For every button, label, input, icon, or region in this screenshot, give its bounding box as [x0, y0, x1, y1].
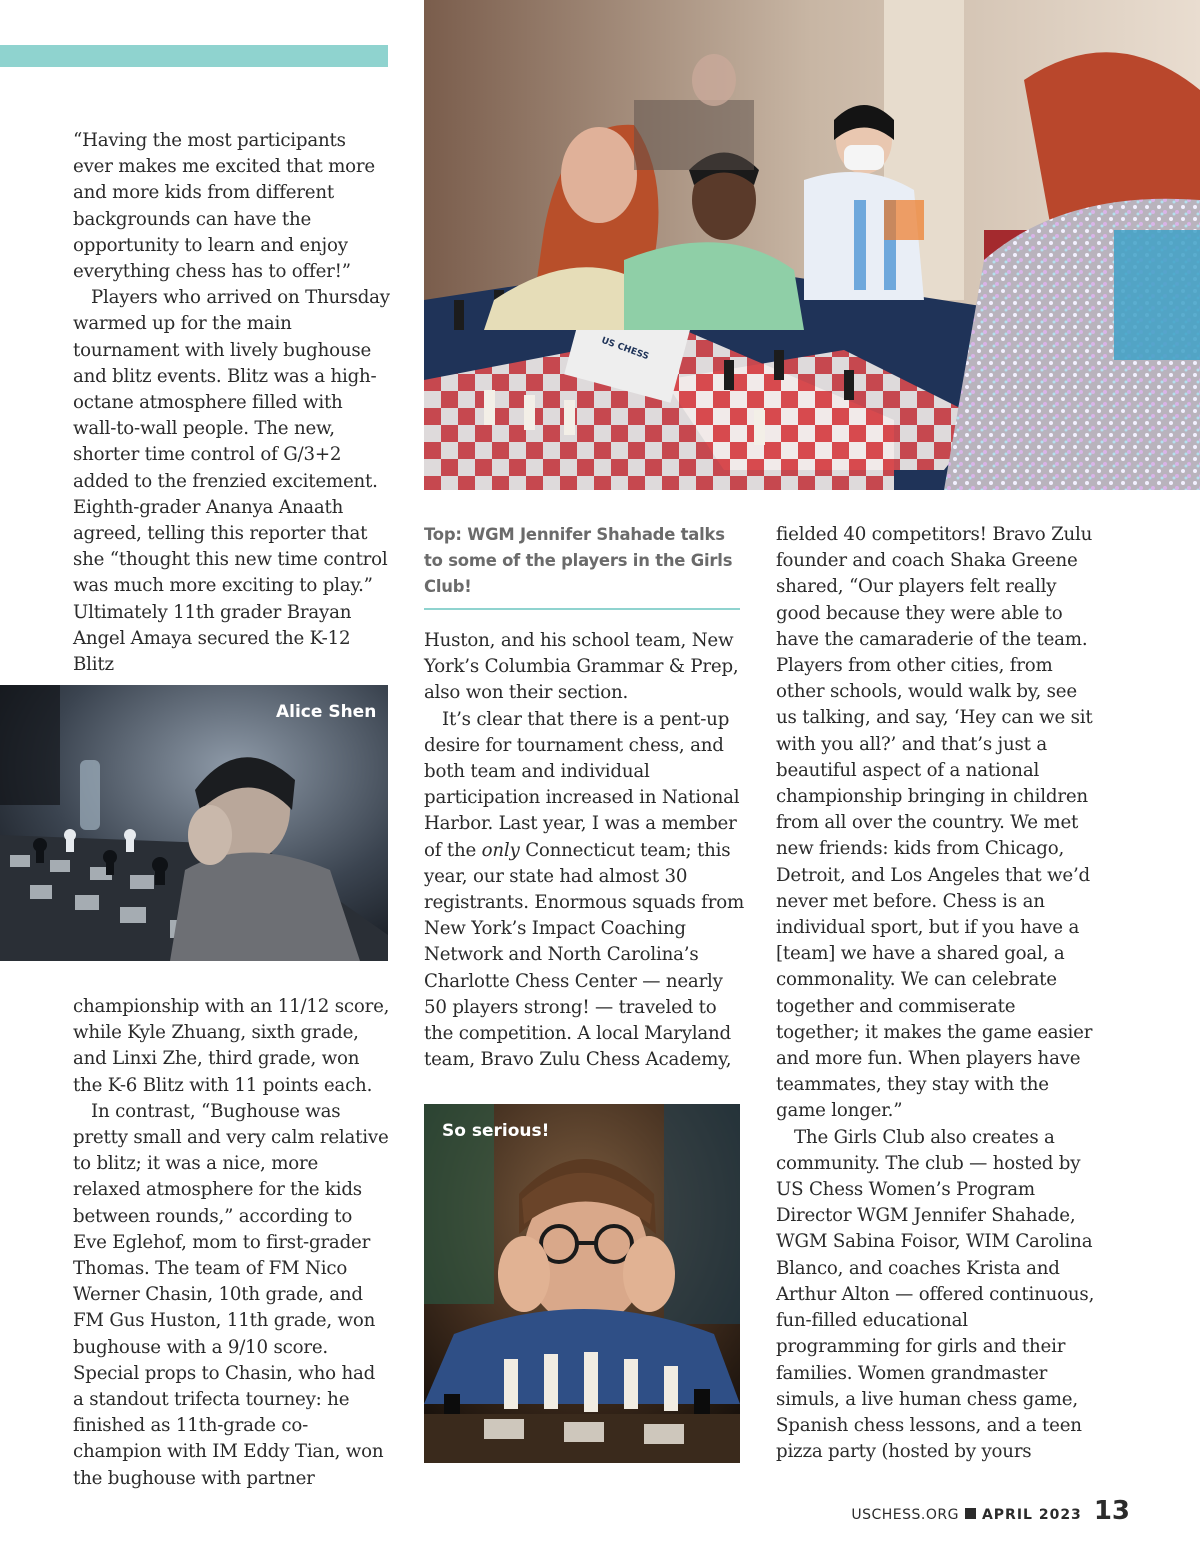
paragraph: “Having the most participants ever makes me excited that more and more kids from different backgrounds can have the opportunity to learn and enjoy everything chess has to offer!” [73, 130, 375, 283]
paragraph: Players who arrived on Thursday warmed up for the main tournament with lively bughouse and blitz events. Blitz was a high-octane atmosphere filled with wall-to-wall people. The new, shorter time control of G/3+2 added to the frenzied excitement. Eighth-grader Ananya Anaath agreed, telling this reporter that she “thought this new time control was much more exciting to play.” Ultimately 11th grader Brayan Angel Amaya secured the K-12 Blitz [73, 287, 390, 676]
photo-credit: So serious! [442, 1121, 550, 1141]
text-span: It’s clear that there is a pent-up desire for tournament chess, and both team and individual participation increased in National Harbor. Last year, I was a member of the [424, 708, 740, 861]
column-1-top [73, 128, 391, 678]
sign-text: US CHESS [599, 335, 650, 363]
photo-girls-club [424, 0, 1200, 490]
footer-site: USCHESS.ORG [851, 1507, 959, 1523]
paragraph: fielded 40 competitors! Bravo Zulu founder and coach Shaka Greene shared, “Our players felt really good because they were able to have the camaraderie of the team. Players from other cities, from other schools, would walk by, see us talking, and say, ‘Hey can we sit with you all?’ and that’s just a beautiful aspect of a national championship bringing in children from all over the country. We met new friends: kids from Chicago, Detroit, and Los Angeles that we’d never met before. Chess is an individual sport, but if you have a [team] we have a shared goal, a commonality. We can celebrate together and commiserate together; it makes the game easier and more fun. When players have teammates, they stay with the game longer.” [776, 524, 1093, 1122]
page-footer [851, 1496, 1130, 1526]
square-icon [965, 1508, 976, 1519]
paragraph: championship with an 11/12 score, while Kyle Zhuang, sixth grade, and Linxi Zhe, third grade, won the K-6 Blitz with 11 points each. [73, 996, 390, 1096]
paragraph: Huston, and his school team, New York’s Columbia Grammar & Prep, also won their section. [424, 630, 739, 704]
paragraph: In contrast, “Bughouse was pretty small and very calm relative to blitz; it was a nice, more relaxed atmosphere for the kids between rounds,” according to Eve Eglehof, mom to first-grader Thomas. The team of FM Nico Werner Chasin, 10th grade, and FM Gus Huston, 11th grade, won bughouse with a 9/10 score. Special props to Chasin, who had a standout trifecta tourney: he finished as 11th-grade co-champion with IM Eddy Tian, won the bughouse with partner [73, 1100, 389, 1489]
footer-date: APRIL 2023 [981, 1507, 1082, 1523]
paragraph: The Girls Club also creates a community. The club — hosted by US Chess Women’s Program Director WGM Jennifer Shahade, WGM Sabina Foisor, WIM Carolina Blanco, and coaches Krista and Arthur Alton — offered continuous, fun-filled educational programming for girls and their families. Women grandmaster simuls, a live human chess game, Spanish chess lessons, and a teen pizza party (hosted by yours [776, 1126, 1095, 1463]
photo-caption: Top: WGM Jennifer Shahade talks to some of the players in the Girls Club! [424, 522, 740, 610]
accent-bar [0, 45, 388, 67]
photo-credit: Alice Shen [276, 702, 377, 722]
text-span: Connecticut team; this year, our state had almost 30 registrants. Enormous squads from New York’s Impact Coaching Network and North Carolina’s Charlotte Chess Center — nearly 50 players strong! — traveled to the competition. A local Maryland team, Bravo Zulu Chess Academy, [424, 839, 744, 1071]
emphasis: only [481, 839, 520, 861]
photo-boy-serious [424, 1104, 740, 1463]
column-3 [776, 522, 1096, 1465]
column-1-bottom [73, 994, 391, 1492]
page-number: 13 [1093, 1496, 1130, 1526]
column-2 [424, 628, 744, 1073]
paragraph [424, 707, 744, 1074]
photo-girl-thinking [0, 685, 388, 961]
